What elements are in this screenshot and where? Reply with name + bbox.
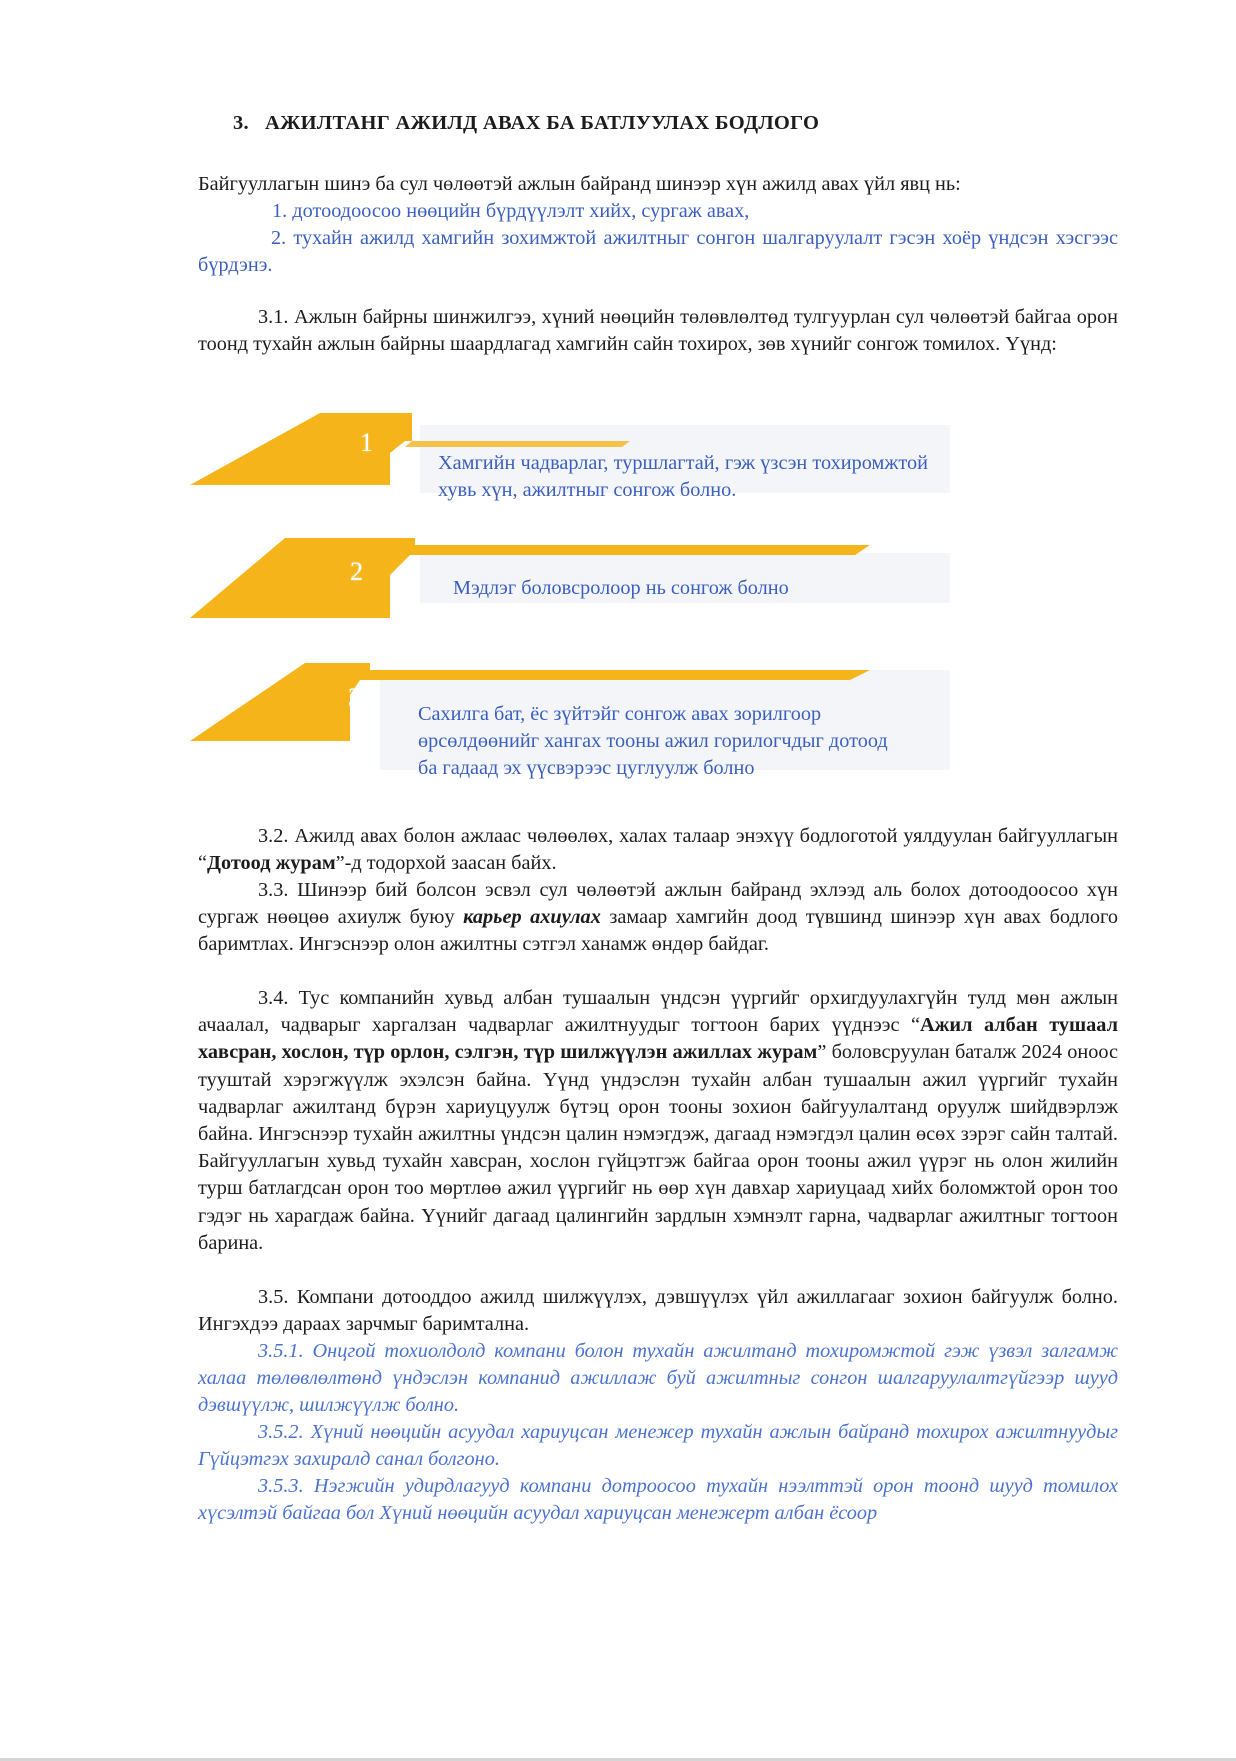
p33-text-2: замаар хамгийн доод түвшинд шинээр хүн авах бодлого баримтлах. Ингэснээр олон ажилтны сэтгэл ханамж өндөр байдаг. [198, 906, 1118, 956]
step-3-text: Сахилга бат, ёс зүйтэйг сонгож авах зорилгоор өрсөлдөөнийг хангах тооны ажил горилогчдыг дотоод ба гадаад эх үүсвэрээс цуглуулж болно [418, 703, 888, 779]
paragraph-3-1: 3.1. Ажлын байрны шинжилгээ, хүний нөөцийн төлөвлөлтөд тулгуурлан сул чөлөөтэй байгаа орон тоонд тухайн ажлын байрны шаардлагад хамгийн сайн тохирох, зөв хүнийг сонгож томилох. Үүнд: [198, 306, 1118, 356]
paragraph-3-4 [198, 985, 1118, 1257]
p33-text-1: 3.3. Шинээр бий болсон эсвэл сул чөлөөтэй ажлын байранд эхлээд аль болох дотоодоосоо хүн сургаж нөөцөө ахиулж буюу [198, 879, 1118, 929]
paragraph-3-2 [198, 823, 1118, 877]
p34-text-2: ” боловсруулан баталж 2024 оноос тууштай хэрэгжүүлж эхэлсэн байна. Үүнд үндэслэн тухайн албан тушаалын ажил үүргийг тухайн чадварлаг ажилтанд бүрэн хариуцуулж бүтэц орон тооны зохион байгуулалтанд оруулж шийдвэрлэж байна. Ингэснээр тухайн ажилтны үндсэн цалин нэмэгдэж, дагаад нэмэгдэл цалин өсөх зэрэг сайн талтай. Байгууллагын хувьд тухайн хавсран, хослон гүйцэтгэж байгаа орон тооны ажил үүрэг нь олон жилийн турш батлагдсан орон тоо мөртлөө ажил үүргийг нь өөр хүн давхар хариуцаад хийх боломжтой орон тоо гэдэг нь харагдаж байна. Үүнийг дагаад цалингийн зардлын хэмнэлт гарна, чадварлаг ажилтныг тогтоон барина. [198, 1041, 1119, 1254]
step-1-bar [405, 441, 630, 447]
intro-item-2: 2. тухайн ажилд хамгийн зохимжтой ажилтныг сонгон шалгаруулалт гэсэн хоёр үндсэн хэсгээс бүрдэнэ. [198, 227, 1118, 277]
paragraph-3-5-3: 3.5.3. Нэгжийн удирдлагууд компани дотроосоо тухайн нээлттэй орон тоонд шууд томилох хүсэлтэй байгаа бол Хүний нөөцийн асуудал хариуцсан менежерт албан ёсоор [198, 1475, 1118, 1525]
paragraph-3-5-1: 3.5.1. Онцгой тохиолдолд компани болон тухайн ажилтанд тохиромжтой гэж үзвэл залгамж халаа төлөвлөлтөнд үндэслэн компанид ажиллаж буй ажилтныг сонгон шалгаруулалтгүйгээр шууд дэвшүүлж, шилжүүлж болно. [198, 1340, 1118, 1417]
paragraph-3-5-2: 3.5.2. Хүний нөөцийн асуудал хариуцсан менежер тухайн ажлын байранд тохирох ажилтнуудыг Гүйцэтгэх захиралд санал болгоно. [198, 1421, 1118, 1471]
p33-emphasis: карьер ахиулах [463, 906, 601, 929]
p32-text-2: ”-д тодорхой заасан байх. [335, 852, 557, 875]
p34-text-1: 3.4. Тус компанийн хувьд албан тушаалын үндсэн үүргийг орхигдуулахгүйн тулд мөн ажлын ачаалал, чадварыг харгалзан чадварлаг ажилтнуудыг тогтоон барих үүднээс “ [198, 987, 1118, 1037]
section-title: АЖИЛТАНГ АЖИЛД АВАХ БА БАТЛУУЛАХ БОДЛОГО [264, 112, 820, 134]
step-2-number: 2 [350, 557, 363, 586]
p32-text-1: 3.2. Ажилд авах болон ажлаас чөлөөлөх, халах талаар энэхүү бодлоготой уялдуулан байгууллагын “ [198, 825, 1118, 875]
section-heading [233, 112, 819, 135]
intro-text: Байгууллагын шинэ ба сул чөлөөтэй ажлын байранд шинээр хүн ажилд авах үйл явц нь: [198, 173, 961, 195]
step-1-text: Хамгийн чадварлаг, туршлагтай, гэж үзсэн тохиромжтой хувь хүн, ажилтныг сонгож болно. [438, 452, 928, 501]
step-2-text: Мэдлэг боловсролоор нь сонгож болно [453, 577, 789, 599]
p32-bold: Дотоод журам [207, 852, 336, 875]
selection-steps-diagram [190, 405, 970, 790]
p34-bold: Ажил албан тушаал хавсран, хослон, түр орлон, сэлгэн, түр шилжүүлэн ажиллах журам [198, 1014, 1118, 1064]
paragraph-3-3 [198, 877, 1118, 959]
paragraph-3-5: 3.5. Компани дотооддоо ажилд шилжүүлэх, дэвшүүлэх үйл ажиллагааг зохион байгуулж болно. Ингэхдээ дараах зарчмыг баримтална. [198, 1286, 1118, 1336]
intro-item-1: 1. дотоодоосоо нөөцийн бүрдүүлэлт хийх, сургаж авах, [272, 200, 750, 222]
step-3-number: 3 [348, 683, 361, 712]
section-number: 3. [233, 112, 249, 134]
step-1-arrow [190, 413, 412, 485]
step-1-number: 1 [360, 428, 373, 457]
